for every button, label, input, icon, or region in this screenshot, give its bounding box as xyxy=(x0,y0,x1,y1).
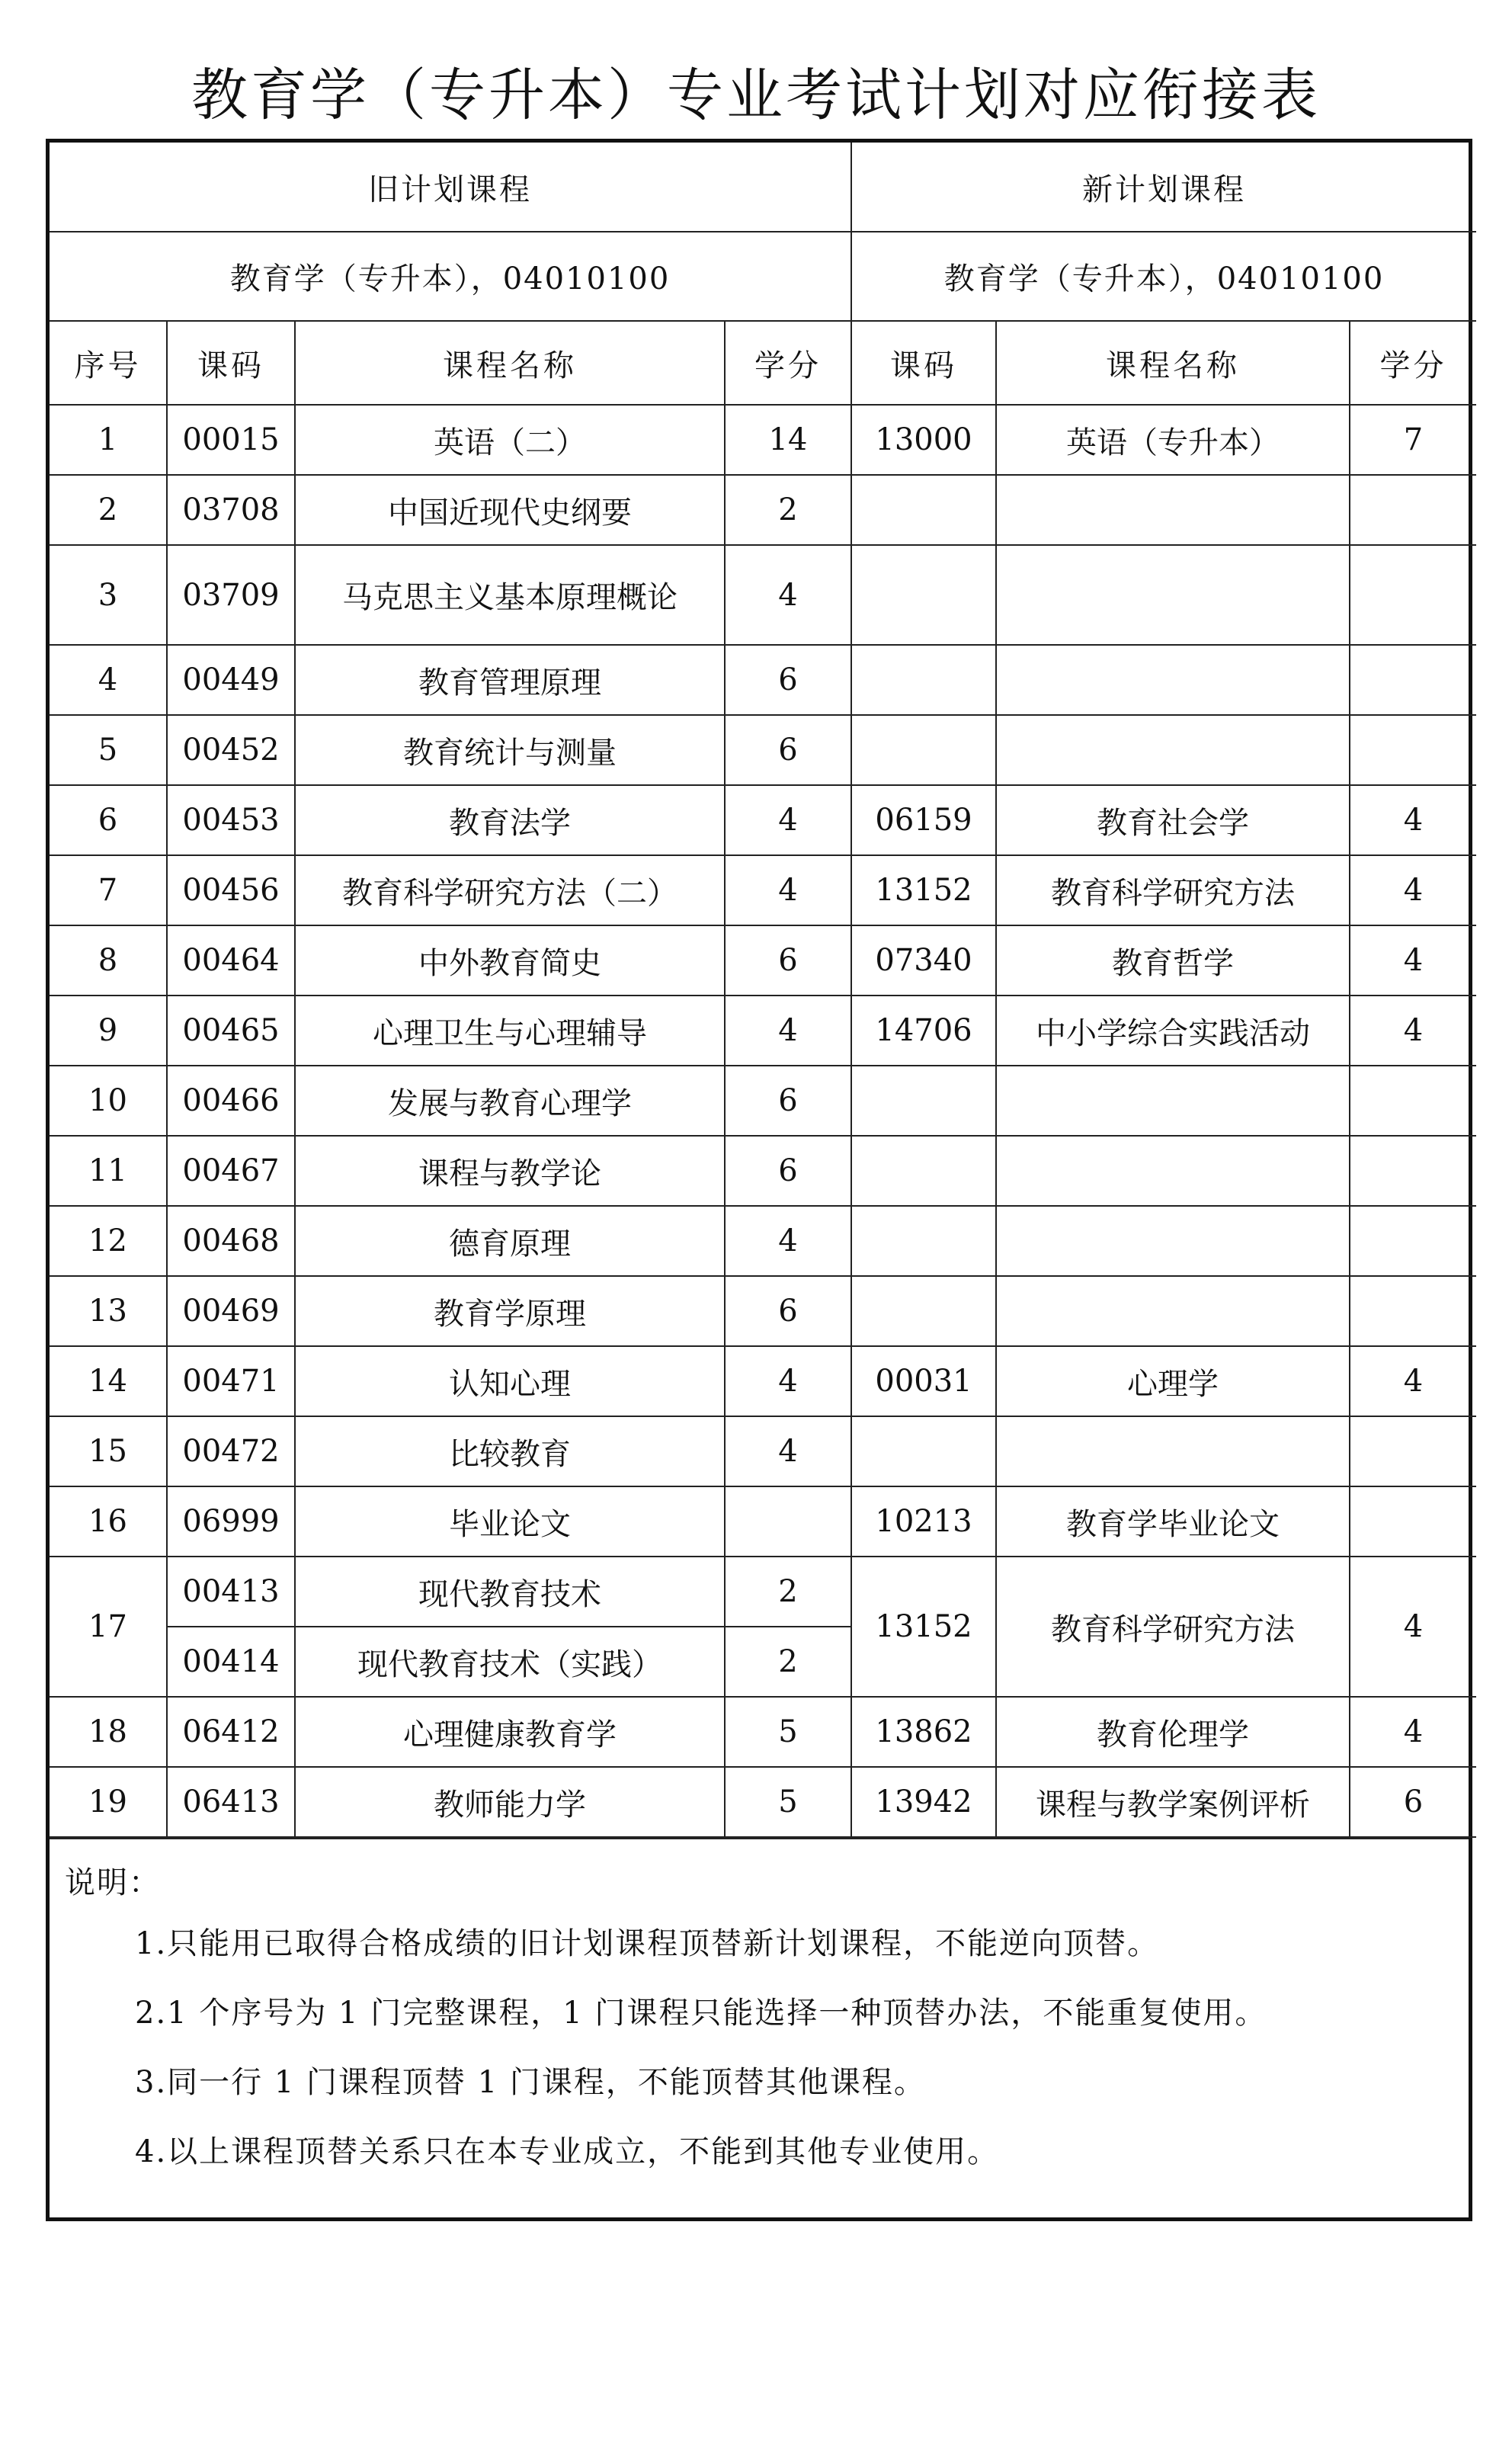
seq-cell: 12 xyxy=(50,1206,167,1276)
old-code-cell: 00465 xyxy=(167,996,295,1066)
old-credit-cell: 6 xyxy=(725,1136,851,1206)
old-credit-cell: 4 xyxy=(725,785,851,855)
table-row xyxy=(50,475,1476,545)
old-code-cell: 06413 xyxy=(167,1767,295,1837)
seq-cell: 11 xyxy=(50,1136,167,1206)
notes-label: 说明： xyxy=(65,1865,161,1900)
new-name-cell: 教育学毕业论文 xyxy=(996,1486,1350,1557)
old-name-cell: 教育统计与测量 xyxy=(295,715,725,785)
plan-header-row xyxy=(50,143,1476,232)
new-code-cell xyxy=(851,1136,996,1206)
table-row xyxy=(50,405,1476,475)
seq-cell: 5 xyxy=(50,715,167,785)
seq-cell: 15 xyxy=(50,1416,167,1486)
old-code-cell: 00468 xyxy=(167,1206,295,1276)
new-name-cell xyxy=(996,475,1350,545)
old-name-cell: 毕业论文 xyxy=(295,1486,725,1557)
old-credit-cell xyxy=(725,1486,851,1557)
new-credit-cell xyxy=(1350,715,1476,785)
new-major-header: 教育学（专升本），04010100 xyxy=(851,232,1476,321)
table-row xyxy=(50,1767,1476,1837)
new-credit-cell xyxy=(1350,475,1476,545)
old-credit-cell: 4 xyxy=(725,996,851,1066)
table-row xyxy=(50,1276,1476,1346)
old-name-cell: 心理卫生与心理辅导 xyxy=(295,996,725,1066)
old-credit-cell: 4 xyxy=(725,1346,851,1416)
old-code-cell: 00452 xyxy=(167,715,295,785)
seq-cell: 16 xyxy=(50,1486,167,1557)
new-name-cell: 心理学 xyxy=(996,1346,1350,1416)
old-code-cell: 00472 xyxy=(167,1416,295,1486)
new-credit-cell: 4 xyxy=(1350,855,1476,925)
note-item: 2.1 个序号为 1 门完整课程，1 门课程只能选择一种顶替办法，不能重复使用。 xyxy=(135,1996,1267,2031)
seq-cell: 19 xyxy=(50,1767,167,1837)
old-code-cell: 03709 xyxy=(167,545,295,645)
old-name-cell: 德育原理 xyxy=(295,1206,725,1276)
new-code-cell: 06159 xyxy=(851,785,996,855)
new-name-cell xyxy=(996,545,1350,645)
new-code-cell: 14706 xyxy=(851,996,996,1066)
table-row xyxy=(50,1346,1476,1416)
major-header-row xyxy=(50,232,1476,321)
old-code-cell: 00456 xyxy=(167,855,295,925)
new-credit-cell xyxy=(1350,545,1476,645)
seq-cell: 17 xyxy=(50,1557,167,1697)
old-code-cell: 00471 xyxy=(167,1346,295,1416)
table-row xyxy=(50,1486,1476,1557)
note-item: 4.以上课程顶替关系只在本专业成立，不能到其他专业使用。 xyxy=(135,2134,1000,2169)
new-code-cell: 00031 xyxy=(851,1346,996,1416)
old-code-cell: 00464 xyxy=(167,925,295,996)
new-name-cell: 教育科学研究方法 xyxy=(996,1557,1350,1697)
new-name-cell xyxy=(996,645,1350,715)
old-name-cell: 课程与教学论 xyxy=(295,1136,725,1206)
old-name-cell: 教育管理原理 xyxy=(295,645,725,715)
table-row xyxy=(50,1066,1476,1136)
old-name-cell: 教师能力学 xyxy=(295,1767,725,1837)
old-code-cell: 00015 xyxy=(167,405,295,475)
new-code-cell xyxy=(851,715,996,785)
old-code-cell: 00466 xyxy=(167,1066,295,1136)
old-code-cell: 03708 xyxy=(167,475,295,545)
table-row xyxy=(50,1697,1476,1767)
old-name-cell: 教育法学 xyxy=(295,785,725,855)
seq-cell: 2 xyxy=(50,475,167,545)
old-code-cell: 00467 xyxy=(167,1136,295,1206)
old-name-cell: 马克思主义基本原理概论 xyxy=(295,545,725,645)
old-credit-cell: 4 xyxy=(725,1206,851,1276)
new-code-cell xyxy=(851,545,996,645)
old-credit-cell: 5 xyxy=(725,1697,851,1767)
new-credit-cell: 4 xyxy=(1350,996,1476,1066)
table-row xyxy=(50,855,1476,925)
seq-cell: 13 xyxy=(50,1276,167,1346)
seq-cell: 8 xyxy=(50,925,167,996)
seq-cell: 4 xyxy=(50,645,167,715)
new-credit-cell xyxy=(1350,1206,1476,1276)
seq-cell: 1 xyxy=(50,405,167,475)
note-item: 3.同一行 1 门课程顶替 1 门课程，不能顶替其他课程。 xyxy=(135,2065,926,2100)
col-new-code-header: 课码 xyxy=(851,321,996,405)
old-credit-cell: 6 xyxy=(725,1066,851,1136)
col-name-header: 课程名称 xyxy=(295,321,725,405)
new-code-cell: 13152 xyxy=(851,1557,996,1697)
new-credit-cell xyxy=(1350,1276,1476,1346)
seq-cell: 10 xyxy=(50,1066,167,1136)
new-code-cell: 10213 xyxy=(851,1486,996,1557)
col-code-header: 课码 xyxy=(167,321,295,405)
col-new-name-header: 课程名称 xyxy=(996,321,1350,405)
new-name-cell xyxy=(996,1066,1350,1136)
old-credit-cell: 6 xyxy=(725,925,851,996)
new-name-cell: 中小学综合实践活动 xyxy=(996,996,1350,1066)
old-code-cell: 00414 xyxy=(167,1627,295,1697)
old-code-cell: 00453 xyxy=(167,785,295,855)
new-code-cell xyxy=(851,475,996,545)
table-row xyxy=(50,1206,1476,1276)
new-credit-cell xyxy=(1350,1486,1476,1557)
table-row xyxy=(50,545,1476,645)
old-name-cell: 中国近现代史纲要 xyxy=(295,475,725,545)
new-credit-cell: 4 xyxy=(1350,785,1476,855)
old-credit-cell: 2 xyxy=(725,1557,851,1627)
old-credit-cell: 4 xyxy=(725,545,851,645)
old-name-cell: 发展与教育心理学 xyxy=(295,1066,725,1136)
mapping-document xyxy=(46,139,1472,2221)
new-credit-cell xyxy=(1350,645,1476,715)
new-code-cell xyxy=(851,1276,996,1346)
new-name-cell: 教育伦理学 xyxy=(996,1697,1350,1767)
old-name-cell: 认知心理 xyxy=(295,1346,725,1416)
old-name-cell: 心理健康教育学 xyxy=(295,1697,725,1767)
new-code-cell: 13000 xyxy=(851,405,996,475)
new-code-cell: 13942 xyxy=(851,1767,996,1837)
new-name-cell: 课程与教学案例评析 xyxy=(996,1767,1350,1837)
old-code-cell: 00413 xyxy=(167,1557,295,1627)
table-row xyxy=(50,1136,1476,1206)
new-code-cell xyxy=(851,1206,996,1276)
notes-section xyxy=(50,1838,1469,2217)
course-mapping-table xyxy=(50,143,1476,1838)
seq-cell: 6 xyxy=(50,785,167,855)
seq-cell: 9 xyxy=(50,996,167,1066)
seq-cell: 3 xyxy=(50,545,167,645)
new-name-cell xyxy=(996,1206,1350,1276)
old-credit-cell: 2 xyxy=(725,1627,851,1697)
old-name-cell: 现代教育技术 xyxy=(295,1557,725,1627)
old-credit-cell: 2 xyxy=(725,475,851,545)
table-row xyxy=(50,996,1476,1066)
new-credit-cell: 4 xyxy=(1350,1697,1476,1767)
old-code-cell: 00449 xyxy=(167,645,295,715)
old-name-cell: 比较教育 xyxy=(295,1416,725,1486)
old-name-cell: 教育学原理 xyxy=(295,1276,725,1346)
new-credit-cell: 7 xyxy=(1350,405,1476,475)
old-code-cell: 06999 xyxy=(167,1486,295,1557)
new-credit-cell: 4 xyxy=(1350,1346,1476,1416)
col-new-credit-header: 学分 xyxy=(1350,321,1476,405)
seq-cell: 18 xyxy=(50,1697,167,1767)
table-row xyxy=(50,925,1476,996)
old-credit-cell: 5 xyxy=(725,1767,851,1837)
new-name-cell xyxy=(996,715,1350,785)
new-code-cell xyxy=(851,645,996,715)
new-code-cell: 07340 xyxy=(851,925,996,996)
new-name-cell: 教育社会学 xyxy=(996,785,1350,855)
table-row xyxy=(50,785,1476,855)
new-name-cell: 教育哲学 xyxy=(996,925,1350,996)
new-name-cell xyxy=(996,1136,1350,1206)
old-major-header: 教育学（专升本），04010100 xyxy=(50,232,851,321)
table-row-merged-first xyxy=(50,1557,1476,1627)
new-code-cell: 13152 xyxy=(851,855,996,925)
table-row xyxy=(50,715,1476,785)
col-credit-header: 学分 xyxy=(725,321,851,405)
new-name-cell: 教育科学研究方法 xyxy=(996,855,1350,925)
new-code-cell xyxy=(851,1066,996,1136)
new-credit-cell: 4 xyxy=(1350,1557,1476,1697)
old-code-cell: 00469 xyxy=(167,1276,295,1346)
new-name-cell: 英语（专升本） xyxy=(996,405,1350,475)
old-name-cell: 现代教育技术（实践） xyxy=(295,1627,725,1697)
new-credit-cell xyxy=(1350,1066,1476,1136)
old-credit-cell: 4 xyxy=(725,855,851,925)
old-name-cell: 中外教育简史 xyxy=(295,925,725,996)
old-credit-cell: 14 xyxy=(725,405,851,475)
old-name-cell: 教育科学研究方法（二） xyxy=(295,855,725,925)
table-row xyxy=(50,1416,1476,1486)
column-header-row xyxy=(50,321,1476,405)
new-credit-cell xyxy=(1350,1416,1476,1486)
new-name-cell xyxy=(996,1276,1350,1346)
page-title: 教育学（专升本）专业考试计划对应衔接表 xyxy=(191,63,1321,128)
old-name-cell: 英语（二） xyxy=(295,405,725,475)
new-credit-cell xyxy=(1350,1136,1476,1206)
seq-cell: 7 xyxy=(50,855,167,925)
new-code-cell xyxy=(851,1416,996,1486)
note-item: 1.只能用已取得合格成绩的旧计划课程顶替新计划课程，不能逆向顶替。 xyxy=(135,1926,1160,1961)
new-credit-cell: 6 xyxy=(1350,1767,1476,1837)
old-code-cell: 06412 xyxy=(167,1697,295,1767)
old-credit-cell: 6 xyxy=(725,645,851,715)
old-credit-cell: 4 xyxy=(725,1416,851,1486)
new-name-cell xyxy=(996,1416,1350,1486)
old-plan-header: 旧计划课程 xyxy=(50,143,851,232)
new-plan-header: 新计划课程 xyxy=(851,143,1476,232)
col-seq-header: 序号 xyxy=(50,321,167,405)
new-code-cell: 13862 xyxy=(851,1697,996,1767)
old-credit-cell: 6 xyxy=(725,715,851,785)
old-credit-cell: 6 xyxy=(725,1276,851,1346)
new-credit-cell: 4 xyxy=(1350,925,1476,996)
seq-cell: 14 xyxy=(50,1346,167,1416)
table-row xyxy=(50,645,1476,715)
